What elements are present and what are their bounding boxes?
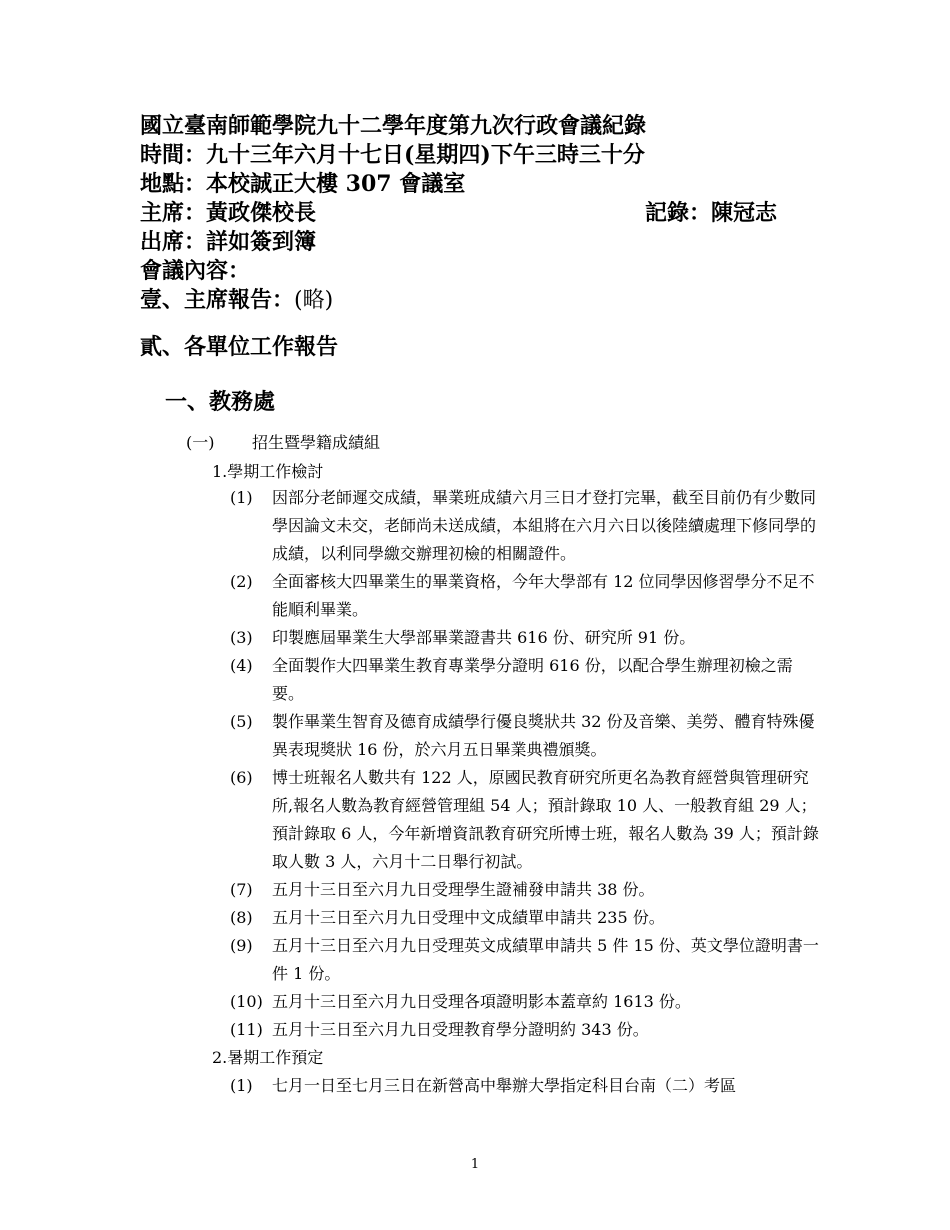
- chair-report: [140, 286, 333, 315]
- list-item: (8) 五月十三日至六月九日受理中文成績單申請共 235 份。: [230, 908, 665, 927]
- summer-plan-title: 2.暑期工作預定: [212, 1048, 324, 1067]
- recorder-label: 記錄：: [645, 200, 712, 226]
- attend-value: 詳如簽到簿: [206, 229, 317, 255]
- list-item: (6) 博士班報名人數共有 122 人，原國民教育研究所更名為教育經營與管理研究所,報名人數為教育經營管理組 54 人；預計錄取 10 人、一般教育組 29 人；預計錄取 6 人，今年新增資訊教育研究所博士班，報名人數為 39 人；預計錄取人數 3 人，六月十二日舉行初試。: [230, 768, 819, 871]
- time-value: 九十三年六月十七日(星期四)下午三時三十分: [206, 142, 645, 168]
- list-item: (1) 因部分老師遲交成績，畢業班成績六月三日才登打完畢，截至目前仍有少數同學因論文未交，老師尚未送成績，本組將在六月六日以後陸續處理下修同學的成績，以利同學繳交辦理初檢的相關證件。: [230, 488, 817, 563]
- semester-review-title: 1.學期工作檢討: [212, 462, 324, 481]
- list-item: (5) 製作畢業生智育及德育成績學行優良獎狀共 32 份及音樂、美勞、體育特殊優異表現獎狀 16 份，於六月五日畢業典禮頒獎。: [230, 712, 815, 759]
- list-item: (4) 全面製作大四畢業生教育專業學分證明 616 份，以配合學生辦理初檢之需要。: [230, 656, 793, 703]
- document-title: 國立臺南師範學院九十二學年度第九次行政會議紀錄: [140, 113, 647, 139]
- group-heading: [186, 430, 380, 453]
- chair-value: 黃政傑校長: [206, 200, 317, 226]
- list-item: (1) 七月一日至七月三日在新營高中舉辦大學指定科目台南（二）考區: [230, 1076, 737, 1095]
- chair-report-value: (略): [294, 288, 334, 313]
- group-name: 招生暨學籍成績組: [252, 433, 381, 452]
- chair-label: 主席：: [140, 200, 207, 226]
- meeting-content-label: 會議內容：: [140, 258, 251, 284]
- meeting-place: [140, 170, 465, 199]
- time-label: 時間：: [140, 142, 207, 168]
- section-academic-affairs: 一、教務處: [165, 389, 276, 415]
- meeting-attendance: [140, 228, 316, 257]
- chair-report-label: 壹、主席報告：: [140, 287, 295, 313]
- meeting-chair: [140, 199, 316, 228]
- page-number: 1: [470, 1157, 480, 1172]
- meeting-time: [140, 141, 645, 170]
- section-unit-reports: 貳、各單位工作報告: [140, 334, 339, 360]
- recorder-value: 陳冠志: [711, 200, 778, 226]
- list-item: (3) 印製應屆畢業生大學部畢業證書共 616 份、研究所 91 份。: [230, 628, 696, 647]
- list-item: (10) 五月十三日至六月九日受理各項證明影本蓋章約 1613 份。: [230, 992, 691, 1011]
- list-item: (7) 五月十三日至六月九日受理學生證補發申請共 38 份。: [230, 880, 655, 899]
- place-label: 地點：: [140, 171, 207, 197]
- attend-label: 出席：: [140, 229, 207, 255]
- meeting-recorder: [645, 199, 777, 228]
- group-number: (一): [186, 433, 215, 452]
- list-item: (9) 五月十三日至六月九日受理英文成績單申請共 5 件 15 份、英文學位證明書一件 1 份。: [230, 936, 819, 983]
- list-item: (11) 五月十三日至六月九日受理教育學分證明約 343 份。: [230, 1020, 649, 1039]
- list-item: (2) 全面審核大四畢業生的畢業資格，今年大學部有 12 位同學因修習學分不足不能順利畢業。: [230, 572, 815, 619]
- place-value: 本校誠正大樓 307 會議室: [206, 171, 466, 197]
